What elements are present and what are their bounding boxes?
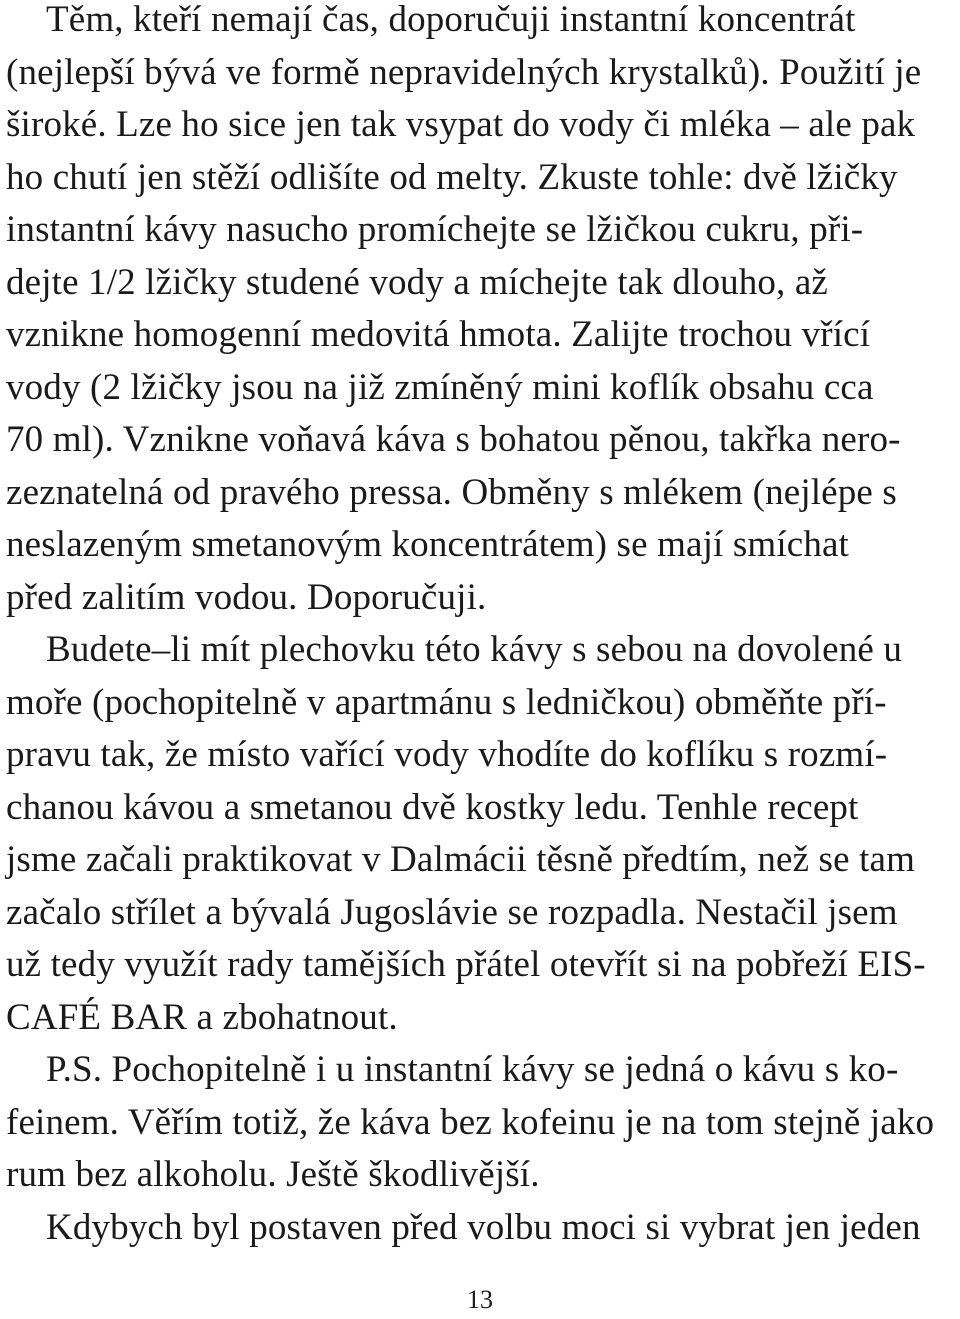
text-line: CAFÉ BAR a zbohatnout. bbox=[6, 996, 398, 1038]
text-line: (nejlepší bývá ve formě nepravidelných krystalků). Použití je bbox=[6, 51, 922, 93]
text-line: instantní kávy nasucho promíchejte se lžičkou cukru, při- bbox=[6, 209, 864, 250]
text-line: ho chutí jen stěží odlišíte od melty. Zkuste tohle: dvě lžičky bbox=[6, 156, 898, 198]
text-line: vznikne homogenní medovitá hmota. Zalijte trochou vřící bbox=[6, 314, 871, 355]
text-line: jsme začali praktikovat v Dalmácii těsně předtím, než se tam bbox=[6, 839, 915, 880]
text-line: Kdybych byl postaven před volbu moci si vybrat jen jeden bbox=[46, 1206, 921, 1248]
text-line: Budete–li mít plechovku této kávy s sebou na dovolené u bbox=[46, 629, 902, 670]
text-line: zeznatelná od pravého pressa. Obměny s mlékem (nejlépe s bbox=[6, 471, 897, 513]
text-line: moře (pochopitelně v apartmánu s ledničkou) obměňte pří- bbox=[6, 681, 887, 723]
text-line: vody (2 lžičky jsou na již zmíněný mini koflík obsahu cca bbox=[6, 366, 874, 408]
text-line: široké. Lze ho sice jen tak vsypat do vody či mléka – ale pak bbox=[6, 104, 916, 145]
text-line: dejte 1/2 lžičky studené vody a míchejte tak dlouho, až bbox=[6, 261, 828, 303]
text-line: před zalitím vodou. Doporučuji. bbox=[6, 576, 487, 618]
text-line: 70 ml). Vznikne voňavá káva s bohatou pěnou, takřka nero- bbox=[6, 419, 901, 460]
text-line: rum bez alkoholu. Ještě škodlivější. bbox=[6, 1154, 540, 1195]
paragraph-next bbox=[6, 1202, 954, 1255]
page-number: 13 bbox=[467, 1285, 493, 1314]
paragraph-instant-coffee bbox=[6, 0, 954, 624]
book-page-text bbox=[6, 0, 954, 1254]
text-line: Těm, kteří nemají čas, doporučuji instantní koncentrát bbox=[46, 0, 856, 40]
text-line: neslazeným smetanovým koncentrátem) se mají smíchat bbox=[6, 524, 849, 565]
paragraph-holiday-ice-coffee bbox=[6, 624, 954, 1044]
text-line: chanou kávou a smetanou dvě kostky ledu. Tenhle recept bbox=[6, 786, 859, 828]
text-line: feinem. Věřím totiž, že káva bez kofeinu je na tom stejně jako bbox=[6, 1101, 935, 1143]
paragraph-postscript bbox=[6, 1044, 954, 1202]
text-line: P.S. Pochopitelně i u instantní kávy se jedná o kávu s ko- bbox=[46, 1049, 899, 1090]
text-line: začalo střílet a bývalá Jugoslávie se rozpadla. Nestačil jsem bbox=[6, 891, 898, 933]
text-line: pravu tak, že místo vařící vody vhodíte do koflíku s rozmí- bbox=[6, 734, 888, 775]
text-line: už tedy využít rady tamějších přátel otevřít si na pobřeží EIS- bbox=[6, 944, 926, 985]
